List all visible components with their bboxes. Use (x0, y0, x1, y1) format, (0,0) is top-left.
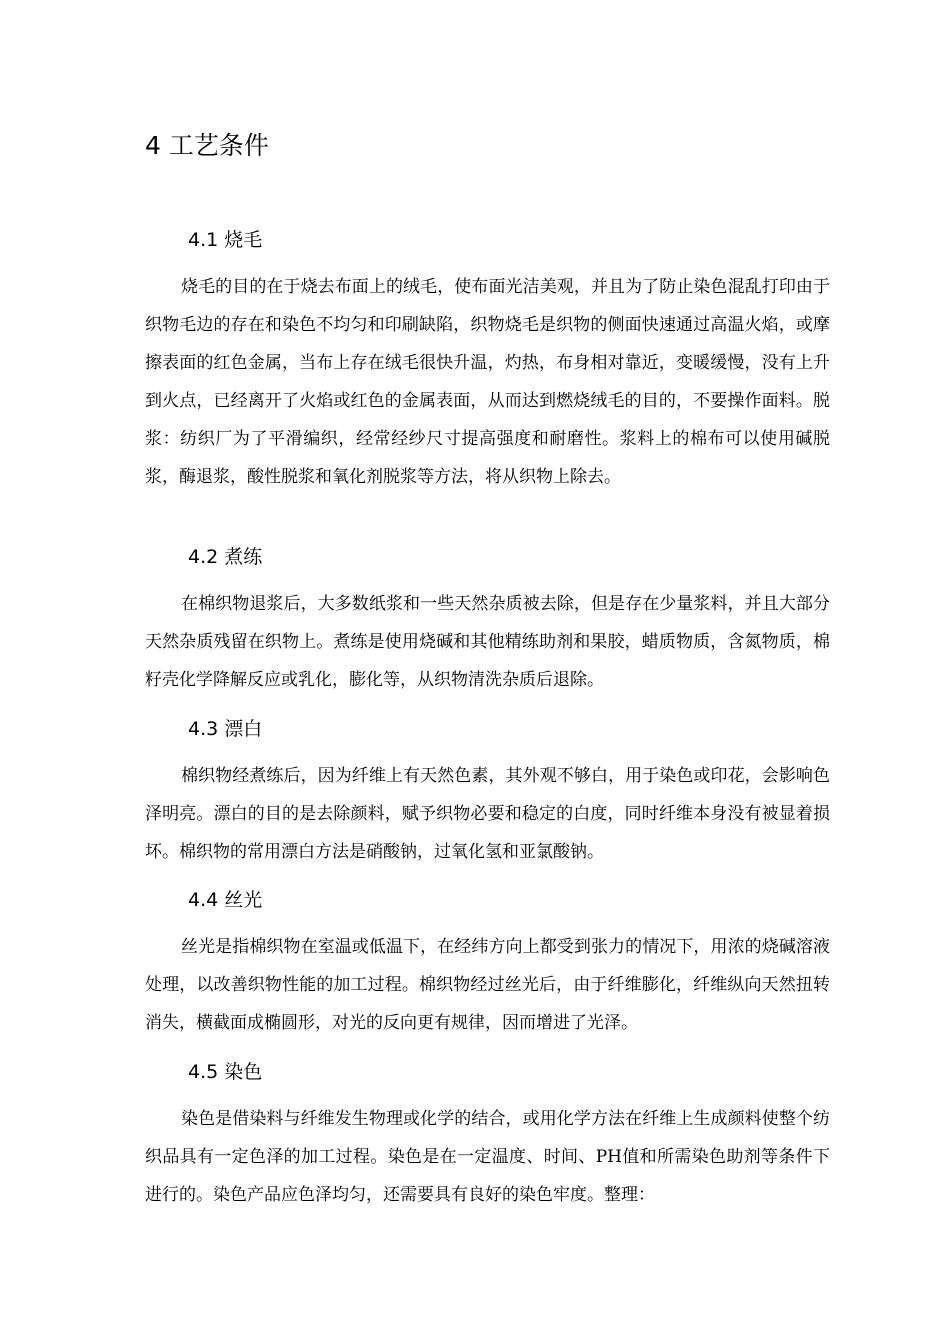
section-dyeing (145, 1056, 830, 1214)
section-paragraph: 烧毛的目的在于烧去布面上的绒毛，使布面光洁美观，并且为了防止染色混乱打印由于织物毛边的存在和染色不均匀和印刷缺陷，织物烧毛是织物的侧面快速通过高温火焰，或摩擦表面的红色金属，当布上存在绒毛很快升温，灼热，布身相对靠近，变暖缓慢，没有上升到火点，已经离开了火焰或红色的金属表面，从而达到燃烧绒毛的目的，不要操作面料。脱浆：纺织厂为了平滑编织，经常经纱尺寸提高强度和耐磨性。浆料上的棉布可以使用碱脱浆，酶退浆，酸性脱浆和氧化剂脱浆等方法，将从织物上除去。 (145, 277, 830, 487)
section-singeing (145, 224, 830, 496)
section-paragraph: 染色是借染料与纤维发生物理或化学的结合，或用化学方法在纤维上生成颜料使整个纺织品具有一定色泽的加工过程。染色是在一定温度、时间、PH值和所需染色助剂等条件下进行的。染色产品应色泽均匀，还需要具有良好的染色牢度。整理： (145, 1109, 830, 1205)
section-scouring (145, 541, 830, 699)
section-paragraph: 在棉织物退浆后，大多数纸浆和一些天然杂质被去除，但是存在少量浆料，并且大部分天然杂质残留在织物上。煮练是使用烧碱和其他精练助剂和果胶，蜡质物质，含氮物质，棉籽壳化学降解反应或乳化，膨化等，从织物清洗杂质后退除。 (145, 594, 830, 690)
section-paragraph: 棉织物经煮练后，因为纤维上有天然色素，其外观不够白，用于染色或印花，会影响色泽明亮。漂白的目的是去除颜料，赋予织物必要和稳定的白度，同时纤维本身没有被显着损坏。棉织物的常用漂白方法是硝酸钠，过氧化氢和亚氯酸钠。 (145, 766, 830, 862)
section-bleaching (145, 713, 830, 871)
section-heading: 4.1 烧毛 (188, 229, 263, 251)
section-heading: 4.2 煮练 (188, 546, 263, 568)
section-paragraph: 丝光是指棉织物在室温或低温下，在经纬方向上都受到张力的情况下，用浓的烧碱溶液处理，以改善织物性能的加工过程。棉织物经过丝光后，由于纤维膨化，纤维纵向天然扭转消失，横截面成椭圆形，对光的反向更有规律，因而增进了光泽。 (145, 937, 830, 1033)
section-heading: 4.4 丝光 (188, 889, 263, 911)
section-heading: 4.3 漂白 (188, 718, 263, 740)
section-mercerizing (145, 884, 830, 1042)
chapter-title: 4 工艺条件 (145, 131, 269, 160)
section-heading: 4.5 染色 (188, 1061, 263, 1083)
